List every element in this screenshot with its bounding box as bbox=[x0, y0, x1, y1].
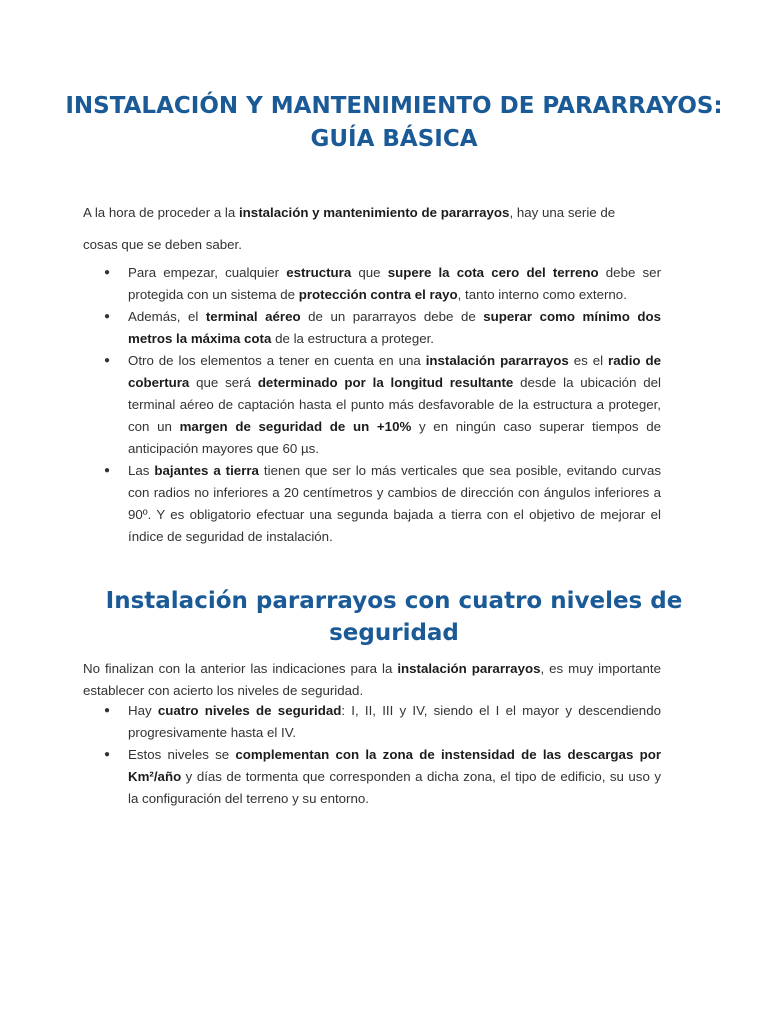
bullet-icon: ● bbox=[104, 749, 111, 760]
bullet-icon: ● bbox=[104, 311, 111, 322]
item-text: de un pararrayos debe de bbox=[300, 309, 484, 324]
item-text: desde la ubicación del terminal aéreo de captación hasta el punto más desfavorable de la estructura a proteger, con un bbox=[128, 375, 662, 434]
item-bold: cuatro niveles de seguridad bbox=[157, 703, 342, 718]
item-text: , tanto interno como externo. bbox=[457, 287, 627, 302]
item-bold: margen de seguridad de un +10% bbox=[179, 419, 412, 434]
item-text: Además, el bbox=[128, 309, 206, 324]
list-item bbox=[104, 350, 661, 460]
item-text: de la estructura a proteger. bbox=[271, 331, 435, 346]
item-text: que bbox=[351, 265, 388, 280]
intro-text: , hay una serie de bbox=[509, 205, 616, 220]
item-bold: protección contra el rayo bbox=[298, 287, 458, 302]
paragraph-text: No finalizan con la anterior las indicaciones para la bbox=[83, 661, 398, 676]
item-bold: complementan con la zona de instensidad de las descargas por Km²/año bbox=[128, 747, 661, 784]
item-bold: estructura bbox=[286, 265, 352, 280]
bullet-icon: ● bbox=[104, 705, 111, 716]
intro-paragraph-line-2: cosas que se deben saber. bbox=[83, 237, 242, 252]
item-text: que será bbox=[189, 375, 258, 390]
item-text: tienen que ser lo más verticales que sea posible, evitando curvas con radios no inferiores a 20 centímetros y cambios de dirección con ángulos inferiores a 90º. Y es obligatorio efectuar una segunda bajada a tierra con el objetivo de mejorar el índice de seguridad de instalación. bbox=[128, 463, 661, 544]
item-text: Para empezar, cualquier bbox=[128, 265, 287, 280]
page-title: INSTALACIÓN Y MANTENIMIENTO DE PARARRAYOS: GUÍA BÁSICA bbox=[65, 93, 723, 152]
item-bold: supere la cota cero del terreno bbox=[387, 265, 599, 280]
section-heading: Instalación pararrayos con cuatro niveles de seguridad bbox=[105, 588, 683, 646]
item-bold: determinado por la longitud resultante bbox=[257, 375, 514, 390]
section-paragraph bbox=[83, 658, 661, 702]
security-levels-list bbox=[104, 700, 661, 810]
bullet-icon: ● bbox=[104, 355, 111, 366]
item-text: Otro de los elementos a tener en cuenta en una bbox=[128, 353, 426, 368]
item-text: y en ningún caso superar tiempos de anticipación mayores que 60 µs. bbox=[128, 419, 661, 456]
item-bold: superar como mínimo dos metros la máxima cota bbox=[128, 309, 661, 346]
item-bold: instalación pararrayos bbox=[425, 353, 569, 368]
item-bold: radio de cobertura bbox=[128, 353, 661, 390]
paragraph-bold: instalación pararrayos bbox=[397, 661, 541, 676]
item-text: : I, II, III y IV, siendo el I el mayor y descendiendo progresivamente hasta el IV. bbox=[128, 703, 661, 740]
paragraph-text: , es muy importante establecer con acierto los niveles de seguridad. bbox=[83, 661, 662, 698]
item-bold: bajantes a tierra bbox=[154, 463, 259, 478]
item-text: Hay bbox=[128, 703, 158, 718]
item-text: debe ser protegida con un sistema de bbox=[128, 265, 661, 302]
intro-bold: instalación y mantenimiento de pararrayos bbox=[238, 205, 510, 220]
list-item bbox=[104, 744, 661, 810]
requirements-list bbox=[104, 262, 661, 548]
intro-text: A la hora de proceder a la bbox=[83, 205, 239, 220]
list-item bbox=[104, 460, 661, 548]
list-item bbox=[104, 306, 661, 350]
item-bold: terminal aéreo bbox=[205, 309, 301, 324]
bullet-icon: ● bbox=[104, 465, 111, 476]
item-text: es el bbox=[568, 353, 609, 368]
item-text: Estos niveles se bbox=[128, 747, 236, 762]
item-text: y días de tormenta que corresponden a dicha zona, el tipo de edificio, su uso y la configuración del terreno y su entorno. bbox=[128, 769, 661, 806]
intro-paragraph-line-1 bbox=[83, 204, 683, 222]
bullet-icon: ● bbox=[104, 267, 111, 278]
list-item bbox=[104, 262, 661, 306]
item-text: Las bbox=[128, 463, 155, 478]
list-item bbox=[104, 700, 661, 744]
